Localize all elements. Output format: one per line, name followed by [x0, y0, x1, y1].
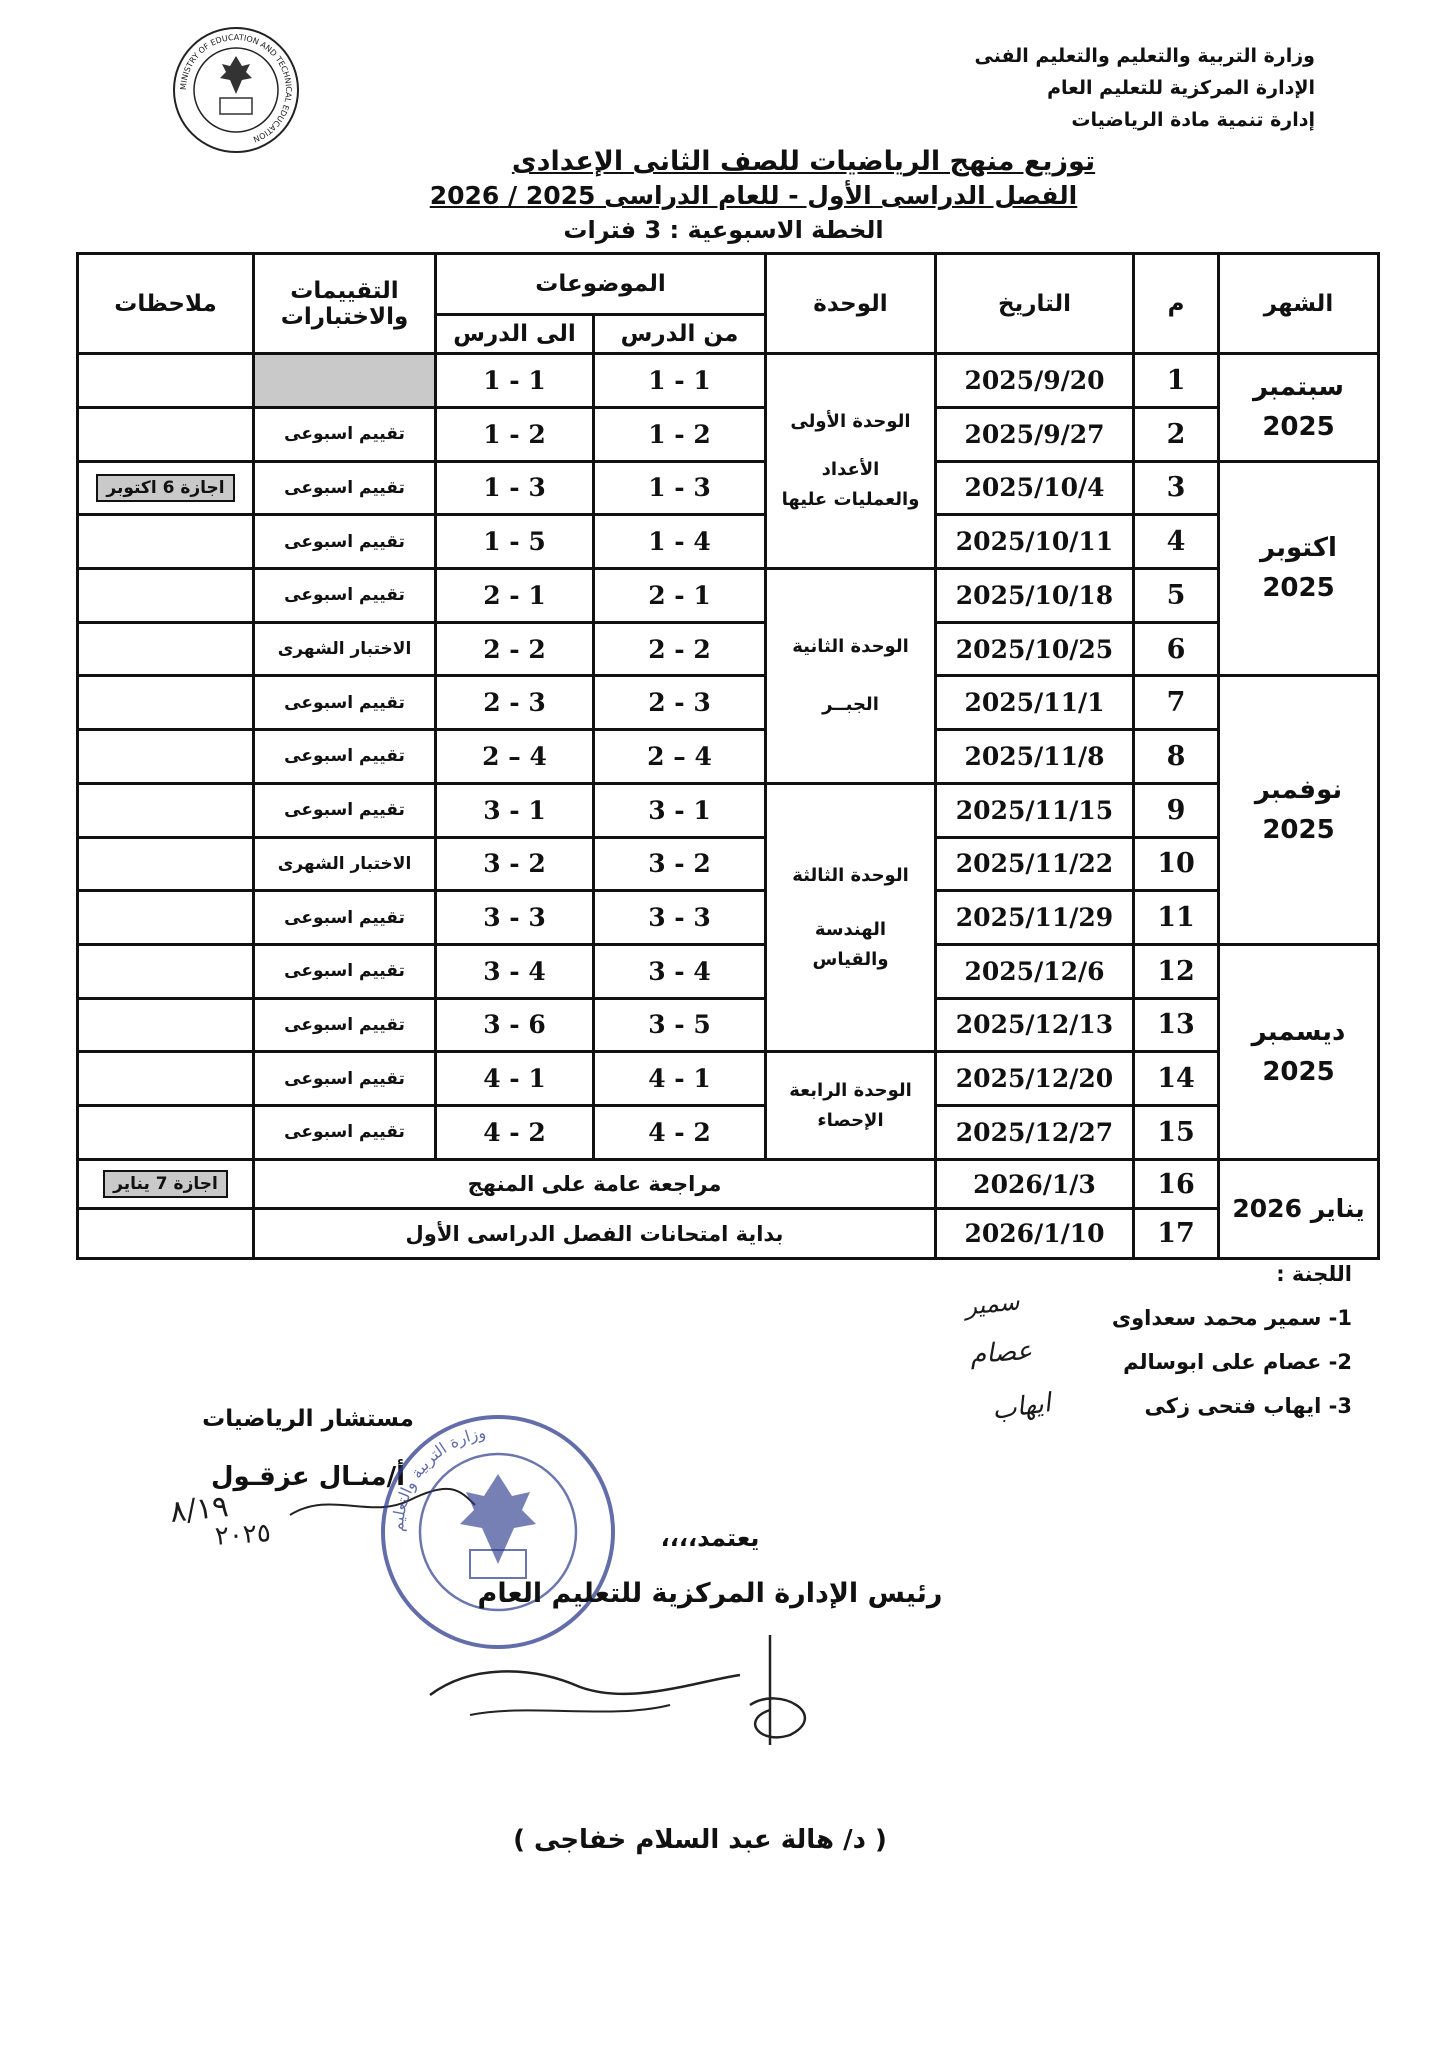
unit-2	[766, 568, 936, 783]
assessment: تقييم اسبوعى	[254, 730, 436, 784]
month-year: 2025	[1262, 573, 1335, 604]
row-number: 4	[1134, 515, 1219, 569]
note	[78, 568, 254, 622]
note	[78, 515, 254, 569]
unit-1	[766, 354, 936, 569]
month-name: سبتمبر	[1252, 372, 1344, 403]
signature-1: سمير	[963, 1287, 1021, 1321]
approval-name: ( د/ هالة عبد السلام خفاجى )	[513, 1825, 887, 1855]
row-date: 2025/10/18	[936, 568, 1134, 622]
from-lesson: 3 - 4	[594, 944, 766, 998]
header-from-lesson: من الدرس	[594, 314, 766, 353]
row-number: 16	[1134, 1159, 1219, 1209]
to-lesson: 1 - 1	[436, 354, 594, 408]
to-lesson: 1 - 3	[436, 461, 594, 515]
from-lesson: 4 - 2	[594, 1106, 766, 1160]
note	[78, 622, 254, 676]
from-lesson: 2 - 2	[594, 622, 766, 676]
header-unit: الوحدة	[766, 254, 936, 354]
to-lesson: 2 - 2	[436, 622, 594, 676]
header-topics: الموضوعات	[436, 254, 766, 315]
assessment: تقييم اسبوعى	[254, 1106, 436, 1160]
header-notes: ملاحظات	[78, 254, 254, 354]
row-number: 13	[1134, 998, 1219, 1052]
committee-label: اللجنة :	[1276, 1262, 1352, 1286]
month-name: ديسمبر	[1251, 1016, 1346, 1047]
table-row	[78, 944, 1379, 998]
to-lesson: 2 – 4	[436, 730, 594, 784]
ministry-line-1: وزارة التربية والتعليم والتعليم الفنى	[974, 45, 1315, 67]
note	[78, 1159, 254, 1209]
table-row	[78, 1106, 1379, 1160]
from-lesson: 1 - 3	[594, 461, 766, 515]
row-number: 17	[1134, 1209, 1219, 1259]
approval-block	[470, 1510, 950, 1622]
unit-subject-2: والعمليات عليها	[781, 489, 920, 511]
row-date: 2025/11/22	[936, 837, 1134, 891]
note	[78, 1106, 254, 1160]
note	[78, 944, 254, 998]
unit-title: الوحدة الأولى	[790, 411, 911, 433]
exams-text: بداية امتحانات الفصل الدراسى الأول	[254, 1209, 936, 1259]
assessment: تقييم اسبوعى	[254, 407, 436, 461]
header-assessments-line1: التقييمات	[290, 277, 399, 304]
to-lesson: 1 - 2	[436, 407, 594, 461]
header-date: التاريخ	[936, 254, 1134, 354]
from-lesson: 1 - 4	[594, 515, 766, 569]
committee-block	[1112, 1252, 1352, 1428]
header-num: م	[1134, 254, 1219, 354]
header-row	[78, 254, 1379, 315]
advisor-year-handwritten: ٢٠٢٥	[214, 1518, 272, 1552]
unit-subject-2: والقياس	[812, 948, 889, 970]
assessment: تقييم اسبوعى	[254, 676, 436, 730]
row-number: 2	[1134, 407, 1219, 461]
row-date: 2025/10/25	[936, 622, 1134, 676]
row-number: 15	[1134, 1106, 1219, 1160]
ministry-line-2: الإدارة المركزية للتعليم العام	[1047, 77, 1315, 99]
unit-3	[766, 783, 936, 1052]
month-year: 2025	[1262, 815, 1335, 846]
assessment: تقييم اسبوعى	[254, 461, 436, 515]
row-date: 2025/9/20	[936, 354, 1134, 408]
semester-title: الفصل الدراسى الأول - للعام الدراسى 2025 / 2026	[429, 181, 1078, 210]
row-date: 2025/12/13	[936, 998, 1134, 1052]
month-november	[1219, 676, 1379, 945]
logo-text: MINISTRY OF EDUCATION AND TECHNICAL EDUCATION	[178, 32, 294, 144]
row-date: 2025/11/8	[936, 730, 1134, 784]
table-row	[78, 676, 1379, 730]
committee-member: 3- ايهاب فتحى زكى	[1144, 1394, 1352, 1418]
to-lesson: 2 - 3	[436, 676, 594, 730]
from-lesson: 2 – 4	[594, 730, 766, 784]
approval-signature	[410, 1625, 880, 1755]
advisor-title: مستشار الرياضيات	[202, 1406, 414, 1432]
from-lesson: 1 - 2	[594, 407, 766, 461]
header-to-lesson: الى الدرس	[436, 314, 594, 353]
table-row	[78, 515, 1379, 569]
approval-role: رئيس الإدارة المركزية للتعليم العام	[477, 1578, 943, 1609]
to-lesson: 3 - 1	[436, 783, 594, 837]
row-date: 2025/11/15	[936, 783, 1134, 837]
header-month: الشهر	[1219, 254, 1379, 354]
row-date: 2025/12/6	[936, 944, 1134, 998]
committee-member: 1- سمير محمد سعداوى	[1111, 1306, 1352, 1330]
note	[78, 461, 254, 515]
ministry-line-3: إدارة تنمية مادة الرياضيات	[1071, 109, 1315, 131]
table-row	[78, 622, 1379, 676]
assessment: تقييم اسبوعى	[254, 568, 436, 622]
seal-text: وزارة التربية والتعليم	[387, 1422, 488, 1533]
signature-3: ايهاب	[990, 1388, 1053, 1426]
advisor-date-handwritten: ٨/١٩	[168, 1489, 231, 1530]
note	[78, 676, 254, 730]
to-lesson: 3 - 4	[436, 944, 594, 998]
assessment: تقييم اسبوعى	[254, 891, 436, 945]
main-title: توزيع منهج الرياضيات للصف الثانى الإعدادى	[511, 146, 1096, 177]
from-lesson: 3 - 1	[594, 783, 766, 837]
committee-member: 2- عصام على ابوسالم	[1123, 1350, 1352, 1374]
assessment: تقييم اسبوعى	[254, 944, 436, 998]
assessment: الاختبار الشهرى	[254, 837, 436, 891]
table-row	[78, 891, 1379, 945]
assessment: تقييم اسبوعى	[254, 1052, 436, 1106]
to-lesson: 2 - 1	[436, 568, 594, 622]
row-date: 2025/11/1	[936, 676, 1134, 730]
table-row	[78, 730, 1379, 784]
table-row	[78, 1159, 1379, 1209]
row-number: 6	[1134, 622, 1219, 676]
holiday-note: اجازة 7 يناير	[103, 1170, 228, 1198]
assessment: الاختبار الشهرى	[254, 622, 436, 676]
advisor-name: أ/منـال عزقـول	[210, 1462, 406, 1492]
row-number: 7	[1134, 676, 1219, 730]
month-name: نوفمبر	[1254, 775, 1343, 806]
assessment: تقييم اسبوعى	[254, 783, 436, 837]
table-row	[78, 837, 1379, 891]
to-lesson: 3 - 2	[436, 837, 594, 891]
row-date: 2025/11/29	[936, 891, 1134, 945]
row-number: 1	[1134, 354, 1219, 408]
holiday-note: اجازة 6 اكتوبر	[96, 474, 234, 502]
unit-subject: الأعداد	[821, 459, 880, 481]
curriculum-table	[76, 252, 1380, 1260]
header-assessments-line2: والاختبارات	[280, 303, 409, 330]
row-date: 2025/12/27	[936, 1106, 1134, 1160]
row-date: 2025/10/11	[936, 515, 1134, 569]
from-lesson: 3 - 3	[594, 891, 766, 945]
to-lesson: 3 - 3	[436, 891, 594, 945]
to-lesson: 3 - 6	[436, 998, 594, 1052]
ministry-logo	[172, 26, 300, 154]
note	[78, 730, 254, 784]
to-lesson: 4 - 1	[436, 1052, 594, 1106]
review-text: مراجعة عامة على المنهج	[254, 1159, 936, 1209]
table-row	[78, 783, 1379, 837]
row-date: 2025/9/27	[936, 407, 1134, 461]
table-row	[78, 998, 1379, 1052]
month-december	[1219, 944, 1379, 1159]
row-number: 10	[1134, 837, 1219, 891]
row-number: 5	[1134, 568, 1219, 622]
unit-subject: الهندسة	[814, 918, 887, 940]
table-row	[78, 407, 1379, 461]
assessment: تقييم اسبوعى	[254, 998, 436, 1052]
from-lesson: 4 - 1	[594, 1052, 766, 1106]
month-october	[1219, 461, 1379, 676]
to-lesson: 1 - 5	[436, 515, 594, 569]
signature-2: عصام	[969, 1335, 1034, 1371]
note	[78, 998, 254, 1052]
assessment	[254, 354, 436, 408]
table-row	[78, 461, 1379, 515]
unit-subject: الإحصاء	[817, 1109, 884, 1131]
assessment: تقييم اسبوعى	[254, 515, 436, 569]
note	[78, 354, 254, 408]
unit-4	[766, 1052, 936, 1159]
row-date: 2025/12/20	[936, 1052, 1134, 1106]
note	[78, 1209, 254, 1259]
from-lesson: 2 - 1	[594, 568, 766, 622]
row-number: 14	[1134, 1052, 1219, 1106]
row-date: 2025/10/4	[936, 461, 1134, 515]
unit-subject: الجبــر	[822, 693, 879, 715]
approval-label: يعتمد،،،،	[660, 1524, 760, 1552]
month-september	[1219, 354, 1379, 461]
month-name: اكتوبر	[1260, 533, 1337, 564]
note	[78, 1052, 254, 1106]
from-lesson: 1 - 1	[594, 354, 766, 408]
title-block	[0, 145, 1447, 247]
unit-title: الوحدة الرابعة	[789, 1079, 912, 1101]
ministry-header	[974, 40, 1315, 136]
table-row	[78, 354, 1379, 408]
note	[78, 783, 254, 837]
table-row	[78, 1052, 1379, 1106]
row-date: 2026/1/3	[936, 1159, 1134, 1209]
from-lesson: 3 - 2	[594, 837, 766, 891]
month-january: يناير 2026	[1219, 1159, 1379, 1258]
note	[78, 837, 254, 891]
row-number: 3	[1134, 461, 1219, 515]
month-year: 2025	[1262, 1056, 1335, 1087]
weekly-plan-title: الخطة الاسبوعية : 3 فترات	[563, 216, 884, 244]
note	[78, 407, 254, 461]
from-lesson: 2 - 3	[594, 676, 766, 730]
table-row	[78, 568, 1379, 622]
from-lesson: 3 - 5	[594, 998, 766, 1052]
row-number: 9	[1134, 783, 1219, 837]
row-number: 11	[1134, 891, 1219, 945]
row-number: 8	[1134, 730, 1219, 784]
note	[78, 891, 254, 945]
unit-title: الوحدة الثالثة	[792, 864, 909, 886]
to-lesson: 4 - 2	[436, 1106, 594, 1160]
row-date: 2026/1/10	[936, 1209, 1134, 1259]
month-year: 2025	[1262, 412, 1335, 443]
unit-title: الوحدة الثانية	[792, 635, 909, 657]
row-number: 12	[1134, 944, 1219, 998]
header-assessments	[254, 254, 436, 354]
